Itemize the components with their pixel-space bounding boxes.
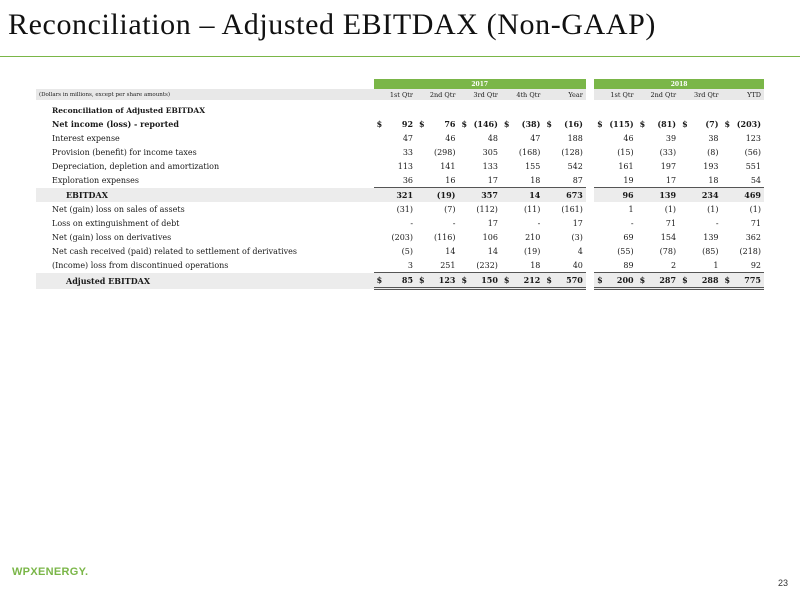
value-cell-2018: [679, 202, 721, 216]
value-cell-2018: [594, 273, 636, 289]
row-label: Net cash received (paid) related to settlement of derivatives: [52, 246, 297, 256]
row-label: Interest expense: [52, 133, 120, 143]
value-cell-2018: [637, 216, 679, 230]
value-cell-2018: [637, 202, 679, 216]
value-cell-2017: [458, 273, 500, 289]
cell-value: 362: [745, 232, 761, 242]
cell-value: 14: [487, 246, 498, 256]
value-cell-2017: [501, 230, 543, 244]
table-row: [36, 145, 764, 159]
value-cell-2018: [722, 173, 764, 188]
cell-value: 2: [670, 260, 677, 270]
value-cell-2017: [374, 258, 416, 273]
table-row: [36, 244, 764, 258]
cell-value: 71: [665, 218, 677, 228]
cell-value: 1: [713, 260, 719, 270]
value-cell-2017: [501, 273, 543, 289]
cell-value: -: [537, 218, 541, 228]
value-cell-2017: [458, 188, 500, 203]
value-cell-2018: [594, 173, 636, 188]
value-cell-2017: [458, 145, 500, 159]
value-cell-2017: [416, 202, 458, 216]
row-label: Net (gain) loss on sales of assets: [52, 204, 185, 214]
value-cell-2018: [637, 258, 679, 273]
column-gap: [586, 79, 594, 89]
year-header-spacer: [36, 79, 374, 89]
row-label: EBITDAX: [36, 188, 374, 203]
cell-value: (55): [617, 246, 634, 256]
cell-value: -: [630, 218, 634, 228]
cell-value: 33: [402, 147, 414, 157]
cell-value: 4: [577, 246, 583, 256]
cell-value: (146): [473, 119, 498, 129]
column-gap: [586, 273, 594, 289]
currency-symbol: $: [461, 275, 468, 285]
cell-value: 96: [622, 190, 634, 200]
value-cell-2018: [594, 244, 636, 258]
value-cell-2017: [458, 173, 500, 188]
cell-value: 89: [623, 260, 634, 270]
value-cell-2017: [458, 117, 500, 131]
value-cell-2018: [679, 188, 721, 203]
value-cell-2018: [594, 159, 636, 173]
value-cell-2018: [679, 173, 721, 188]
cell-value: (16): [564, 119, 583, 129]
cell-value: (31): [396, 204, 414, 214]
cell-value: (56): [744, 147, 761, 157]
currency-symbol: $: [546, 119, 552, 129]
cell-value: 551: [745, 161, 761, 171]
table-row: [36, 202, 764, 216]
cell-value: 16: [445, 175, 456, 185]
wpx-energy-logo: WPXENERGY.: [12, 566, 89, 578]
value-cell-2018: [637, 173, 679, 188]
cell-value: 154: [660, 232, 677, 242]
cell-value: 155: [525, 161, 541, 171]
value-cell-2018: [594, 230, 636, 244]
cell-value: 54: [750, 175, 761, 185]
cell-value: 200: [616, 275, 634, 285]
currency-symbol: $: [503, 119, 510, 129]
value-cell-2017: [501, 117, 543, 131]
cell-value: (128): [561, 147, 583, 157]
currency-symbol: $: [682, 119, 688, 129]
value-cell-2018: [594, 258, 636, 273]
cell-value: (1): [707, 204, 719, 214]
value-cell-2017: [458, 230, 500, 244]
value-cell-2017: [543, 173, 586, 188]
value-cell-2018: [637, 244, 679, 258]
column-gap: [586, 173, 594, 188]
column-gap: [586, 131, 594, 145]
value-cell-2018: [679, 131, 721, 145]
value-cell-2017: [543, 117, 586, 131]
column-gap: [586, 117, 594, 131]
value-cell-2018: [722, 145, 764, 159]
cell-value: 775: [744, 275, 761, 285]
value-cell-2018: [679, 258, 721, 273]
value-cell-2017: [543, 244, 586, 258]
value-cell-2017: [416, 188, 458, 203]
table-row: [36, 273, 764, 289]
cell-value: -: [715, 218, 719, 228]
cell-value: 234: [701, 190, 719, 200]
value-cell-2017: [543, 258, 586, 273]
cell-value: 123: [745, 133, 761, 143]
cell-value: 139: [659, 190, 677, 200]
value-cell-2017: [543, 273, 586, 289]
value-cell-2018: [722, 244, 764, 258]
value-cell-2018: [594, 216, 636, 230]
value-cell-2017: [416, 273, 458, 289]
value-cell-2017: [543, 230, 586, 244]
cell-value: 17: [572, 218, 583, 228]
cell-value: 18: [708, 175, 719, 185]
cell-value: 17: [665, 175, 677, 185]
cell-value: 123: [438, 275, 456, 285]
value-cell-2017: [416, 244, 458, 258]
cell-value: 92: [750, 260, 761, 270]
value-cell-2017: [458, 202, 500, 216]
reconciliation-table: [36, 79, 764, 290]
cell-value: 287: [659, 275, 677, 285]
cell-value: (203): [391, 232, 414, 242]
value-cell-2017: [543, 159, 586, 173]
value-cell-2017: [458, 216, 500, 230]
cell-value: (38): [521, 119, 541, 129]
slide-title: Reconciliation – Adjusted EBITDAX (Non-GAAP): [8, 8, 656, 41]
table-row: [36, 216, 764, 230]
table-row: [36, 159, 764, 173]
table-row: [36, 173, 764, 188]
cell-value: (112): [476, 204, 498, 214]
cell-value: 92: [401, 119, 414, 129]
value-cell-2018: [594, 117, 636, 131]
value-cell-2017: [501, 188, 543, 203]
cell-value: (7): [444, 204, 456, 214]
cell-value: (298): [433, 147, 456, 157]
value-cell-2018: [594, 131, 636, 145]
value-cell-2018: [722, 202, 764, 216]
cell-value: 113: [397, 161, 414, 171]
cell-value: (3): [571, 232, 583, 242]
value-cell-2018: [637, 117, 679, 131]
cell-value: 18: [530, 260, 541, 270]
cell-value: 673: [566, 190, 583, 200]
cell-value: (161): [561, 204, 583, 214]
value-cell-2017: [374, 202, 416, 216]
table-row: [36, 188, 764, 203]
cell-value: (232): [476, 260, 498, 270]
value-cell-2017: [374, 131, 416, 145]
row-label: Depreciation, depletion and amortization: [52, 161, 220, 171]
value-cell-2017: [543, 131, 586, 145]
cell-value: 47: [402, 133, 414, 143]
value-cell-2018: [637, 230, 679, 244]
value-cell-2017: [501, 131, 543, 145]
cell-value: 38: [708, 133, 719, 143]
value-cell-2017: [501, 202, 543, 216]
value-cell-2017: [416, 216, 458, 230]
cell-value: 321: [396, 190, 414, 200]
cell-value: 19: [623, 175, 634, 185]
cell-value: 36: [402, 175, 414, 185]
section-label: Reconciliation of Adjusted EBITDAX: [52, 105, 206, 115]
table-row: [36, 117, 764, 131]
value-cell-2017: [501, 258, 543, 273]
page-number: 23: [777, 578, 788, 588]
value-cell-2018: [594, 145, 636, 159]
value-cell-2018: [637, 131, 679, 145]
row-label: Net (gain) loss on derivatives: [52, 232, 172, 242]
currency-symbol: $: [376, 275, 383, 285]
cell-value: 76: [444, 119, 456, 129]
value-cell-2017: [458, 159, 500, 173]
reconciliation-table-container: [36, 79, 764, 290]
value-cell-2018: [722, 131, 764, 145]
value-cell-2017: [458, 131, 500, 145]
cell-value: 39: [665, 133, 677, 143]
column-gap: [586, 230, 594, 244]
value-cell-2017: [374, 216, 416, 230]
column-gap: [586, 258, 594, 273]
year-header-row: [36, 79, 764, 89]
currency-symbol: $: [639, 275, 646, 285]
currency-symbol: $: [724, 119, 731, 129]
cell-value: (116): [433, 232, 456, 242]
cell-value: (11): [523, 204, 541, 214]
cell-value: 47: [530, 133, 541, 143]
year-2017-header: 2017: [374, 79, 586, 89]
cell-value: 469: [744, 190, 761, 200]
column-gap: [586, 145, 594, 159]
value-cell-2018: [679, 145, 721, 159]
value-cell-2017: [416, 258, 458, 273]
value-cell-2017: [543, 145, 586, 159]
col-header-2018-2: 3rd Qtr: [679, 89, 721, 100]
cell-value: 212: [523, 275, 541, 285]
cell-value: 188: [567, 133, 583, 143]
cell-value: 251: [440, 260, 456, 270]
cell-value: (85): [702, 246, 719, 256]
col-header-2017-2: 3rd Qtr: [458, 89, 500, 100]
title-divider: [0, 56, 800, 57]
row-label: Net income (loss) - reported: [52, 119, 179, 129]
table-row: [36, 230, 764, 244]
cell-value: 570: [566, 275, 583, 285]
cell-value: 161: [618, 161, 634, 171]
cell-value: (218): [739, 246, 761, 256]
cell-value: (78): [659, 246, 677, 256]
col-header-2017-3: 4th Qtr: [501, 89, 543, 100]
col-header-2017-0: 1st Qtr: [374, 89, 416, 100]
cell-value: (7): [705, 119, 719, 129]
row-label: Exploration expenses: [52, 175, 139, 185]
cell-value: (81): [657, 119, 677, 129]
column-gap: [586, 244, 594, 258]
value-cell-2018: [722, 230, 764, 244]
row-label: Loss on extinguishment of debt: [52, 218, 180, 228]
value-cell-2017: [458, 244, 500, 258]
value-cell-2017: [543, 216, 586, 230]
value-cell-2018: [637, 159, 679, 173]
value-cell-2018: [679, 117, 721, 131]
currency-symbol: $: [597, 119, 603, 129]
cell-value: -: [410, 218, 414, 228]
value-cell-2017: [374, 159, 416, 173]
value-cell-2018: [679, 216, 721, 230]
cell-value: 69: [623, 232, 634, 242]
cell-value: 46: [623, 133, 634, 143]
cell-value: 14: [529, 190, 541, 200]
cell-value: (203): [736, 119, 761, 129]
table-row: [36, 258, 764, 273]
value-cell-2017: [416, 173, 458, 188]
cell-value: 197: [660, 161, 677, 171]
table-body: [36, 79, 764, 289]
value-cell-2017: [416, 117, 458, 131]
value-cell-2017: [374, 117, 416, 131]
value-cell-2018: [637, 188, 679, 203]
cell-value: (115): [609, 119, 634, 129]
cell-value: 18: [530, 175, 541, 185]
cell-value: 3: [407, 260, 414, 270]
value-cell-2017: [501, 159, 543, 173]
value-cell-2017: [416, 145, 458, 159]
currency-symbol: $: [682, 275, 688, 285]
currency-symbol: $: [461, 119, 468, 129]
cell-value: 133: [482, 161, 498, 171]
value-cell-2018: [594, 202, 636, 216]
value-cell-2017: [501, 173, 543, 188]
value-cell-2017: [501, 216, 543, 230]
col-header-2018-0: 1st Qtr: [594, 89, 636, 100]
currency-symbol: $: [597, 275, 603, 285]
value-cell-2017: [374, 273, 416, 289]
row-label: Provision (benefit) for income taxes: [52, 147, 197, 157]
value-cell-2017: [374, 145, 416, 159]
row-label: Adjusted EBITDAX: [36, 273, 374, 289]
value-cell-2017: [543, 188, 586, 203]
value-cell-2017: [501, 244, 543, 258]
value-cell-2018: [679, 273, 721, 289]
cell-value: 17: [487, 218, 498, 228]
cell-value: 305: [482, 147, 498, 157]
cell-value: 210: [525, 232, 541, 242]
column-header-row: [36, 89, 764, 100]
value-cell-2018: [594, 188, 636, 203]
value-cell-2018: [722, 159, 764, 173]
column-gap: [586, 202, 594, 216]
column-gap: [586, 188, 594, 203]
value-cell-2018: [679, 159, 721, 173]
currency-symbol: $: [376, 119, 383, 129]
value-cell-2018: [722, 273, 764, 289]
cell-value: 193: [703, 161, 719, 171]
cell-value: (19): [523, 246, 541, 256]
cell-value: (1): [664, 204, 677, 214]
value-cell-2017: [416, 131, 458, 145]
units-label: (Dollars in millions, except per share amounts): [36, 89, 374, 100]
currency-symbol: $: [419, 119, 425, 129]
currency-symbol: $: [724, 275, 731, 285]
cell-value: (5): [401, 246, 414, 256]
value-cell-2018: [722, 258, 764, 273]
value-cell-2018: [679, 244, 721, 258]
column-gap: [586, 89, 594, 100]
section-header-row: [36, 100, 764, 117]
cell-value: 357: [481, 190, 498, 200]
cell-value: 14: [445, 246, 456, 256]
value-cell-2018: [637, 145, 679, 159]
col-header-2017-1: 2nd Qtr: [416, 89, 458, 100]
value-cell-2017: [374, 244, 416, 258]
cell-value: (8): [707, 147, 719, 157]
col-header-2018-1: 2nd Qtr: [637, 89, 679, 100]
column-gap: [586, 216, 594, 230]
table-row: [36, 131, 764, 145]
cell-value: (15): [617, 147, 634, 157]
row-label: (Income) loss from discontinued operations: [52, 260, 229, 270]
cell-value: 17: [487, 175, 498, 185]
column-gap: [586, 159, 594, 173]
value-cell-2017: [543, 202, 586, 216]
currency-symbol: $: [503, 275, 510, 285]
cell-value: 150: [481, 275, 498, 285]
value-cell-2017: [374, 188, 416, 203]
cell-value: 288: [701, 275, 719, 285]
cell-value: (168): [518, 147, 541, 157]
value-cell-2018: [637, 273, 679, 289]
currency-symbol: $: [639, 119, 646, 129]
col-header-2017-4: Year: [543, 89, 586, 100]
cell-value: 46: [445, 133, 456, 143]
cell-value: -: [452, 218, 456, 228]
cell-value: 40: [572, 260, 583, 270]
value-cell-2017: [374, 230, 416, 244]
cell-value: 87: [572, 175, 583, 185]
cell-value: (33): [659, 147, 677, 157]
value-cell-2017: [416, 159, 458, 173]
cell-value: 48: [487, 133, 498, 143]
value-cell-2018: [722, 117, 764, 131]
currency-symbol: $: [546, 275, 552, 285]
currency-symbol: $: [419, 275, 425, 285]
cell-value: 1: [628, 204, 634, 214]
cell-value: 141: [440, 161, 456, 171]
value-cell-2017: [374, 173, 416, 188]
value-cell-2017: [501, 145, 543, 159]
value-cell-2018: [722, 216, 764, 230]
cell-value: 71: [750, 218, 761, 228]
value-cell-2017: [416, 230, 458, 244]
cell-value: 542: [567, 161, 583, 171]
cell-value: 139: [703, 232, 719, 242]
value-cell-2017: [458, 258, 500, 273]
value-cell-2018: [679, 230, 721, 244]
cell-value: 106: [482, 232, 498, 242]
cell-value: (1): [749, 204, 761, 214]
col-header-2018-3: YTD: [722, 89, 764, 100]
cell-value: 85: [401, 275, 414, 285]
year-2018-header: 2018: [594, 79, 764, 89]
value-cell-2018: [722, 188, 764, 203]
cell-value: (19): [436, 190, 456, 200]
